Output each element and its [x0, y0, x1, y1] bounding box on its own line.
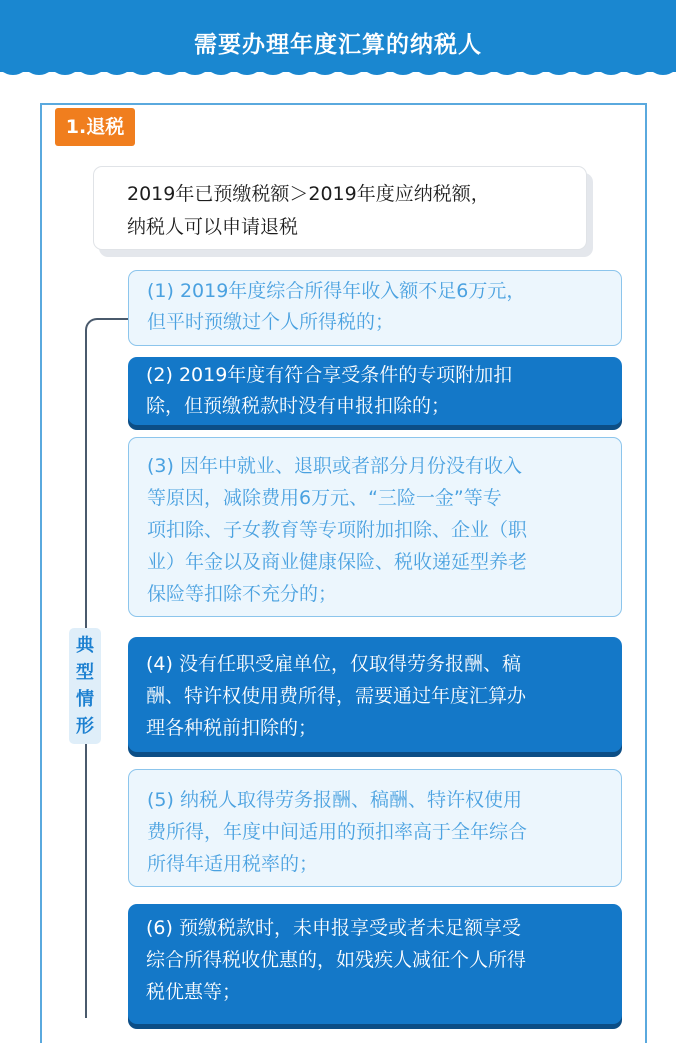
case-text-line: (3) 因年中就业、退职或者部分月份没有收入: [147, 455, 522, 477]
section-tag: 1.退税: [55, 108, 135, 146]
case-text-line: 保险等扣除不充分的；: [147, 583, 338, 605]
summary-line: 2019年已预缴税额＞2019年度应纳税额，: [127, 183, 490, 205]
case-text-line: 除，但预缴税款时没有申报扣除的；: [146, 395, 451, 417]
wave-divider: [0, 60, 676, 88]
case-text-line: (2) 2019年度有符合享受条件的专项附加扣: [146, 364, 513, 386]
case-text-line: (4) 没有任职受雇单位，仅取得劳务报酬、稿: [146, 653, 521, 675]
case-text-line: 等原因，减除费用6万元、“三险一金”等专: [147, 487, 502, 509]
case-text-line: 业）年金以及商业健康保险、税收递延型养老: [147, 551, 528, 573]
case-card-3: [128, 437, 622, 617]
case-card-2: [128, 357, 622, 425]
case-card-4: [128, 637, 622, 752]
side-label-char: 典: [76, 635, 94, 656]
case-text-line: 所得年适用税率的；: [147, 853, 319, 875]
case-text-line: 酬、特许权使用费所得，需要通过年度汇算办: [146, 685, 527, 707]
page-title: 需要办理年度汇算的纳税人: [194, 32, 482, 58]
case-text-line: (6) 预缴税款时，未申报享受或者未足额享受: [146, 917, 521, 939]
case-text-line: 税优惠等；: [146, 981, 242, 1003]
case-card-6: [128, 904, 622, 1024]
case-text-line: 但平时预缴过个人所得税的；: [147, 311, 395, 333]
typical-cases-label: [69, 628, 101, 744]
case-text-line: 综合所得税收优惠的，如残疾人减征个人所得: [146, 949, 527, 971]
summary-box: [93, 166, 587, 250]
case-card-5: [128, 769, 622, 887]
case-card-1: [128, 270, 622, 346]
side-label-char: 型: [76, 662, 94, 683]
case-text-line: (1) 2019年度综合所得年收入额不足6万元，: [147, 280, 526, 302]
case-text-line: 项扣除、子女教育等专项附加扣除、企业（职: [147, 519, 528, 541]
case-text-line: 费所得，年度中间适用的预扣率高于全年综合: [147, 821, 528, 843]
side-label-char: 情: [76, 689, 94, 710]
case-text-line: (5) 纳税人取得劳务报酬、稿酬、特许权使用: [147, 789, 522, 811]
case-text-line: 理各种税前扣除的；: [146, 717, 318, 739]
side-label-char: 形: [76, 716, 94, 737]
summary-line: 纳税人可以申请退税: [127, 216, 299, 238]
